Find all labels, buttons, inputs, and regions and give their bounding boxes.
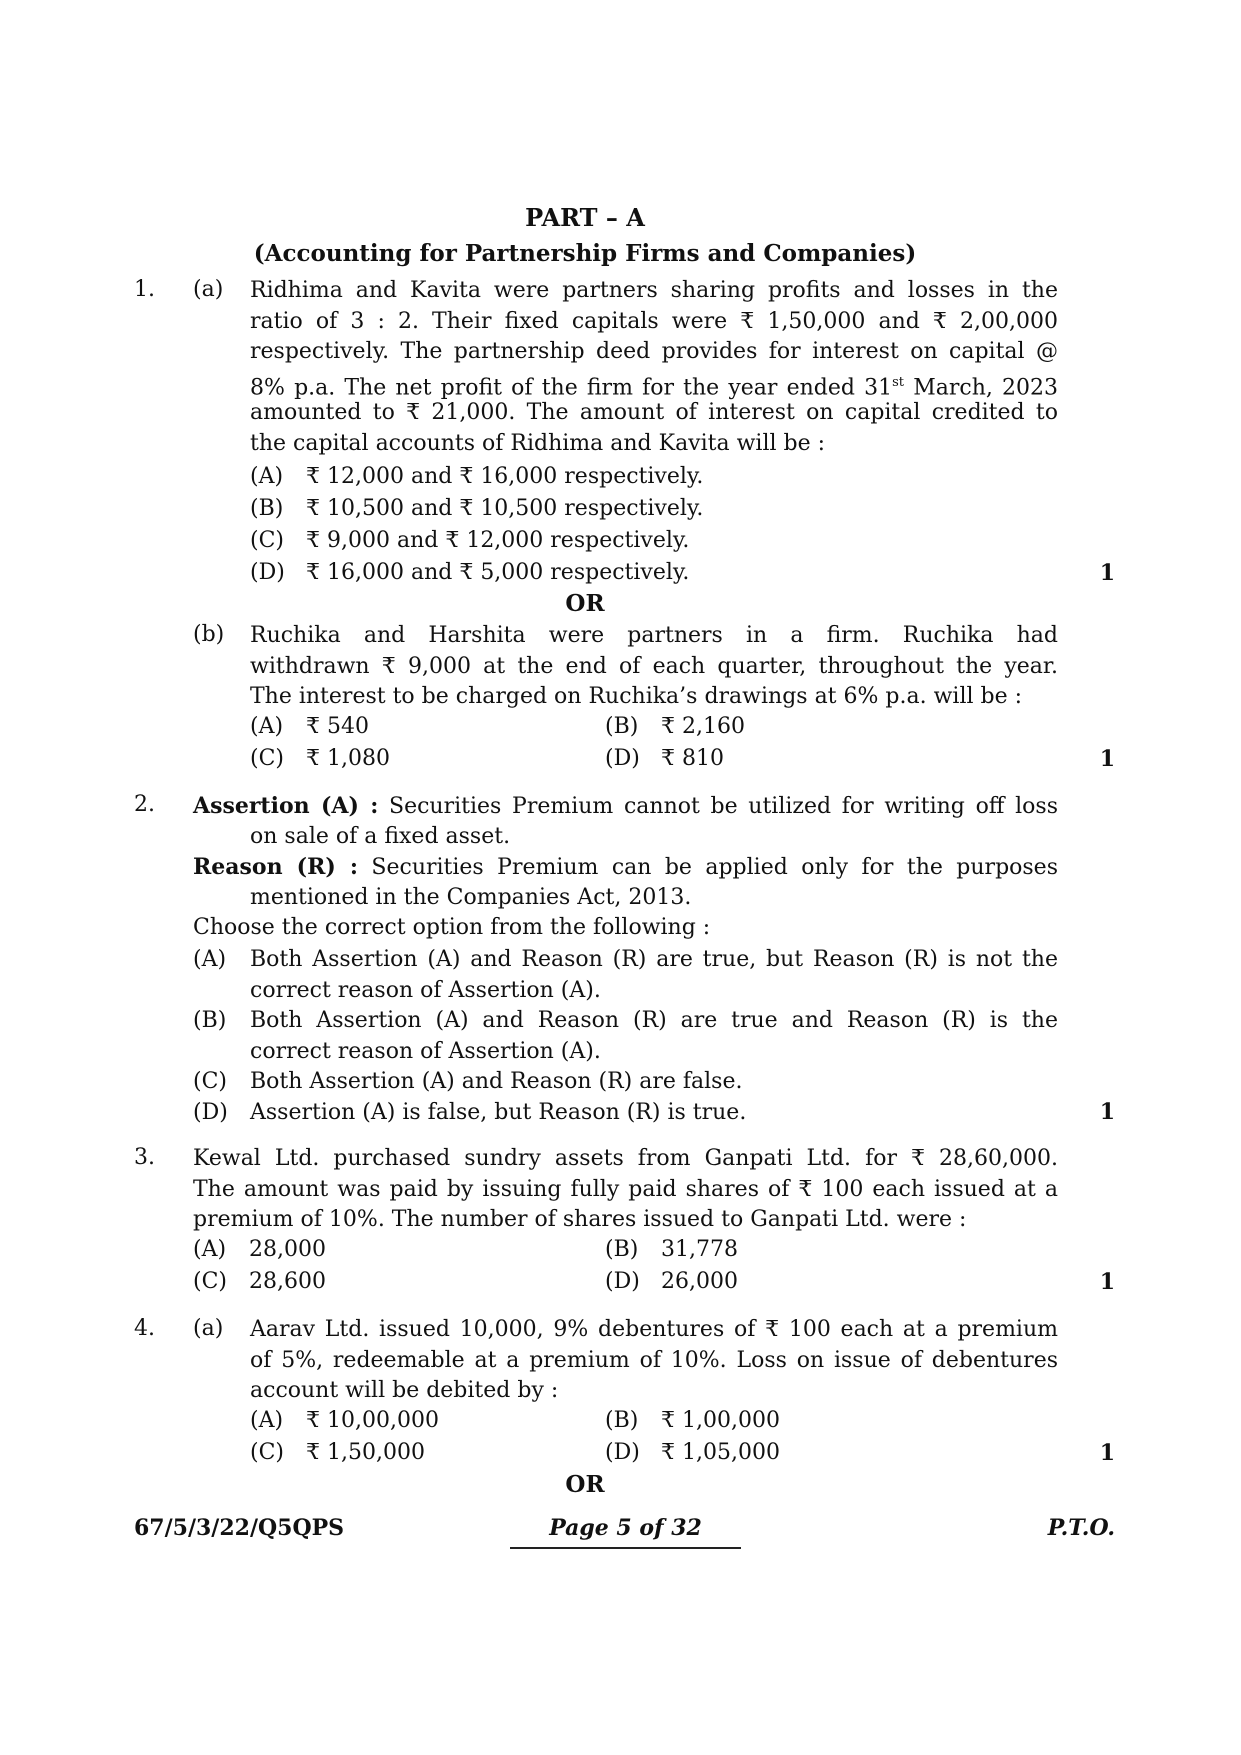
option: (D) Assertion (A) is false, but Reason (R) is true. — [193, 1099, 747, 1125]
question-1a-label: (a) — [193, 277, 224, 302]
option: (C) 28,600 — [193, 1269, 326, 1294]
option: (B) 31,778 — [605, 1237, 738, 1262]
option: (C) Both Assertion (A) and Reason (R) are false. — [193, 1069, 743, 1094]
marks: 1 — [1099, 1440, 1115, 1466]
option: (C) ₹ 1,080 — [250, 746, 390, 771]
text-fragment: 8% p.a. The net profit of the firm for the year ended 31 — [250, 374, 893, 400]
option: (B) ₹ 10,500 and ₹ 10,500 respectively. — [250, 496, 704, 521]
option: (D) ₹ 810 — [605, 746, 724, 771]
text-line: mentioned in the Companies Act, 2013. — [250, 884, 692, 910]
option: (D) 26,000 — [605, 1269, 738, 1294]
text-line: Ruchika and Harshita were partners in a firm. Ruchika had — [250, 623, 1058, 648]
option: (B) ₹ 2,160 — [605, 714, 745, 739]
option: (C) ₹ 1,50,000 — [250, 1440, 425, 1465]
text-line: Kewal Ltd. purchased sundry assets from Ganpati Ltd. for ₹ 28,60,000. — [193, 1146, 1058, 1171]
text-line: amounted to ₹ 21,000. The amount of interest on capital credited to — [250, 400, 1058, 425]
question-1b-label: (b) — [193, 622, 225, 647]
superscript: st — [892, 374, 905, 390]
text-line: Choose the correct option from the following : — [193, 915, 711, 940]
section-subtitle: (Accounting for Partnership Firms and Companies) — [253, 240, 917, 267]
part-heading: PART – A — [525, 203, 645, 232]
text-line: Aarav Ltd. issued 10,000, 9% debentures of ₹ 100 each at a premium — [250, 1317, 1058, 1342]
question-2-number: 2. — [134, 792, 155, 817]
question-2-text — [193, 791, 1058, 944]
text-line: withdrawn ₹ 9,000 at the end of each quarter, throughout the year. — [250, 653, 1058, 679]
text-line — [250, 368, 1058, 399]
question-4-number: 4. — [134, 1316, 155, 1341]
text-line: respectively. The partnership deed provides for interest on capital @ — [250, 339, 1058, 364]
page-number: Page 5 of 32 — [549, 1515, 702, 1541]
text-line: premium of 10%. The number of shares issued to Ganpati Ltd. were : — [193, 1207, 967, 1232]
text-line: The interest to be charged on Ruchika’s drawings at 6% p.a. will be : — [250, 684, 1023, 709]
option: (B) Both Assertion (A) and Reason (R) are true and Reason (R) is the correct reason of Assertion (A). — [193, 1008, 1058, 1064]
text-line: of 5%, redeemable at a premium of 10%. Loss on issue of debentures — [250, 1347, 1058, 1373]
question-3-number: 3. — [134, 1145, 155, 1170]
page-number-underline — [510, 1547, 741, 1549]
text-line: account will be debited by : — [250, 1378, 559, 1403]
question-1-number: 1. — [134, 277, 155, 302]
text-line: ratio of 3 : 2. Their fixed capitals were ₹ 1,50,000 and ₹ 2,00,000 — [250, 308, 1058, 334]
text-fragment: March, 2023 — [904, 374, 1059, 400]
question-3-text — [193, 1144, 1058, 1236]
option: (A) Both Assertion (A) and Reason (R) are true, but Reason (R) is not the correct reason of Assertion (A). — [193, 947, 1058, 1003]
text-line: on sale of a fixed asset. — [250, 823, 511, 849]
or-separator: OR — [565, 590, 605, 617]
question-4a-text — [250, 1315, 1058, 1407]
option: (A) ₹ 12,000 and ₹ 16,000 respectively. — [250, 464, 704, 489]
text-line: Ridhima and Kavita were partners sharing profits and losses in the — [250, 278, 1058, 303]
marks: 1 — [1099, 746, 1115, 772]
text-line: Reason (R) : Securities Premium can be applied only for the purposes — [193, 854, 1058, 880]
or-separator: OR — [565, 1471, 605, 1498]
marks: 1 — [1099, 1099, 1115, 1125]
marks: 1 — [1099, 560, 1115, 586]
text-line: The amount was paid by issuing fully paid shares of ₹ 100 each issued at a — [193, 1176, 1058, 1202]
marks: 1 — [1099, 1269, 1115, 1295]
option: (A) 28,000 — [193, 1237, 326, 1262]
question-2-options — [193, 945, 1058, 1128]
text-line: Assertion (A) : Securities Premium cannot be utilized for writing off loss — [193, 793, 1058, 819]
text-line: the capital accounts of Ridhima and Kavita will be : — [250, 430, 826, 456]
option: (A) ₹ 540 — [250, 714, 369, 739]
pto-label: P.T.O. — [1047, 1515, 1115, 1541]
reason-label: Reason (R) : — [193, 854, 358, 880]
question-1a-text — [250, 276, 1058, 459]
question-1b-text — [250, 621, 1058, 713]
option: (A) ₹ 10,00,000 — [250, 1408, 439, 1433]
question-4a-label: (a) — [193, 1316, 224, 1341]
assertion-label: Assertion (A) : — [193, 793, 379, 819]
option: (D) ₹ 1,05,000 — [605, 1440, 780, 1465]
option: (B) ₹ 1,00,000 — [605, 1408, 780, 1433]
option: (D) ₹ 16,000 and ₹ 5,000 respectively. — [250, 560, 690, 585]
paper-code: 67/5/3/22/Q5QPS — [134, 1515, 345, 1541]
option: (C) ₹ 9,000 and ₹ 12,000 respectively. — [250, 528, 690, 553]
